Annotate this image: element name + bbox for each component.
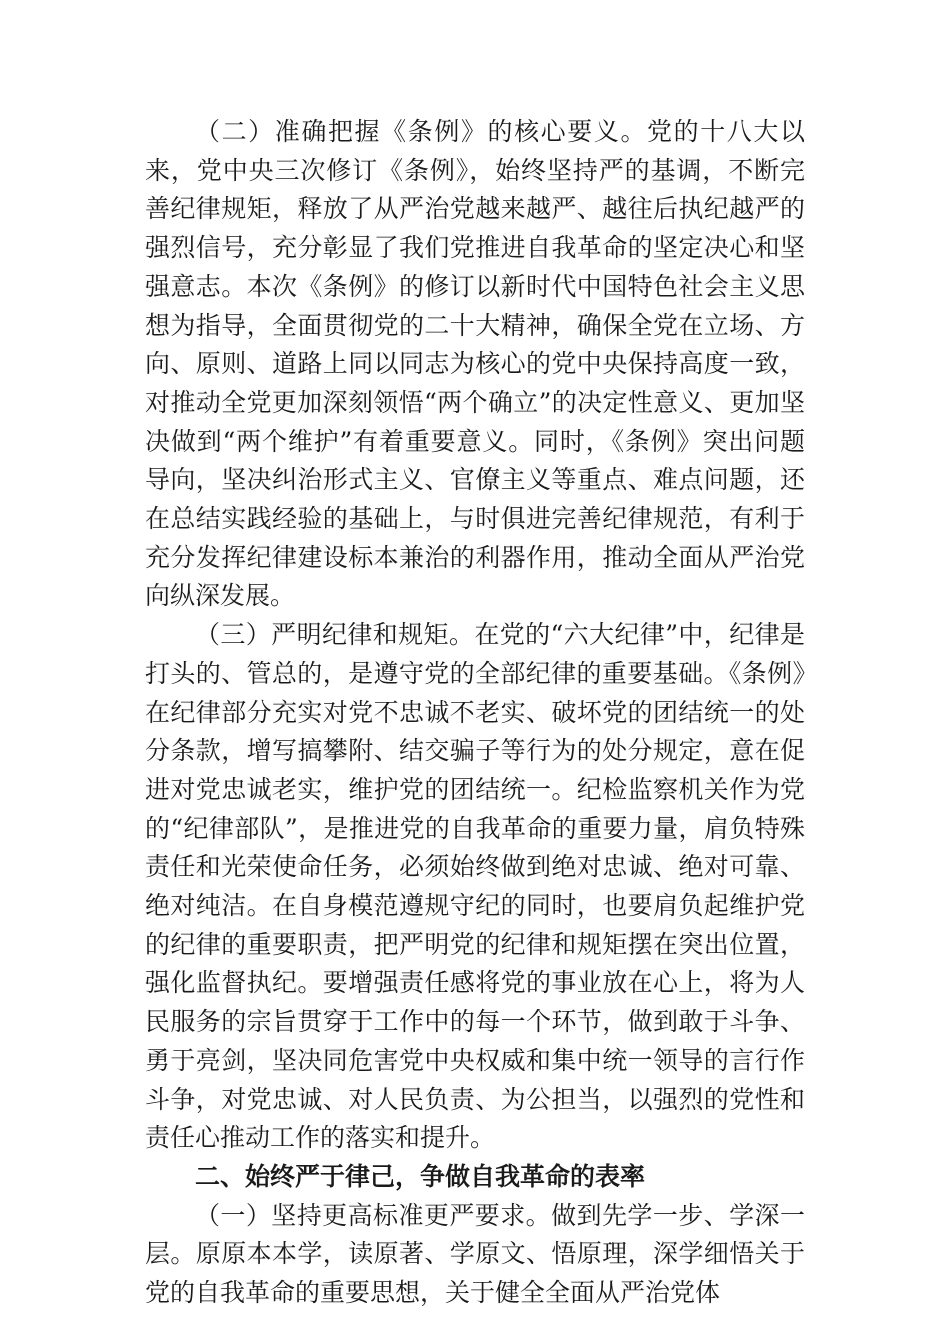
paragraph-section-3: （三）严明纪律和规矩。在党的“六大纪律”中，纪律是打头的、管总的，是遵守党的全部纪律的重要基础。《条例》在纪律部分充实对党不忠诚不老实、破坏党的团结统一的处分条款，增写搞攀附、结交骗子等行为的处分规定，意在促进对党忠诚老实，维护党的团结统一。纪检监察机关作为党的“纪律部队”，是推进党的自我革命的重要力量，肩负特殊责任和光荣使命任务，必须始终做到绝对忠诚、绝对可靠、绝对纯洁。在自身模范遵规守纪的同时，也要肩负起维护党的纪律的重要职责，把严明党的纪律和规矩摆在突出位置，强化监督执纪。要增强责任感将党的事业放在心上，将为人民服务的宗旨贯穿于工作中的每一个环节，做到敢于斗争、勇于亮剑，坚决同危害党中央权威和集中统一领导的言行作斗争，对党忠诚、对人民负责、为公担当，以强烈的党性和责任心推动工作的落实和提升。: [145, 620, 805, 1153]
document-body: [145, 113, 805, 1313]
paragraph-subsection-1: （一）坚持更高标准更严要求。做到先学一步、学深一层。原原本本学，读原著、学原文、悟原理，深学细悟关于党的自我革命的重要思想，关于健全全面从严治党体: [145, 1200, 805, 1308]
paragraph-section-2: （二）准确把握《条例》的核心要义。党的十八大以来，党中央三次修订《条例》，始终坚持严的基调，不断完善纪律规矩，释放了从严治党越来越严、越往后执纪越严的强烈信号，充分彰显了我们党推进自我革命的坚定决心和坚强意志。本次《条例》的修订以新时代中国特色社会主义思想为指导，全面贯彻党的二十大精神，确保全党在立场、方向、原则、道路上同以同志为核心的党中央保持高度一致，对推动全党更加深刻领悟“两个确立”的决定性意义、更加坚决做到“两个维护”有着重要意义。同时，《条例》突出问题导向，坚决纠治形式主义、官僚主义等重点、难点问题，还在总结实践经验的基础上，与时俱进完善纪律规范，有利于充分发挥纪律建设标本兼治的利器作用，推动全面从严治党向纵深发展。: [145, 117, 805, 611]
section-heading: 二、始终严于律己，争做自我革命的表率: [195, 1161, 646, 1191]
